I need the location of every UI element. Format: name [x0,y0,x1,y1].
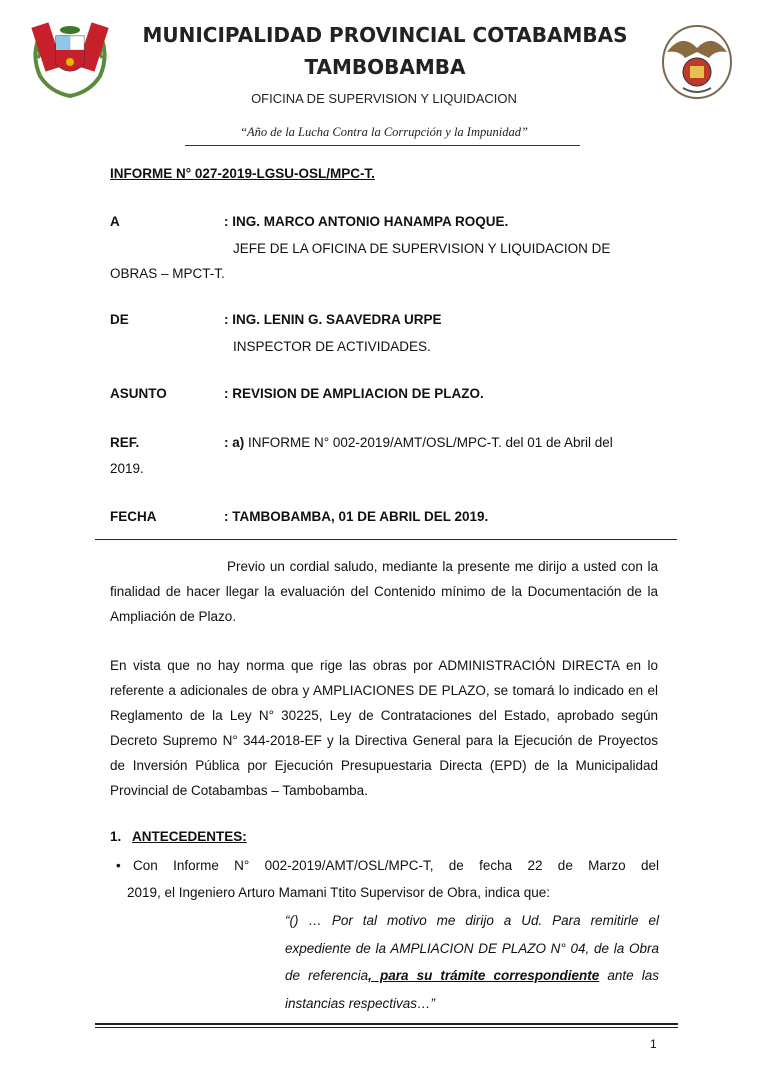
subject-value: : REVISION DE AMPLIACION DE PLAZO. [224,386,484,401]
page-number: 1 [650,1037,657,1051]
bullet-icon: • [116,858,121,873]
reference-value [224,435,613,450]
quote-text-c: ante las instancias respectivas…” [285,968,659,1011]
from-role: INSPECTOR DE ACTIVIDADES. [233,339,431,354]
institution-subtitle: TAMBOBAMBA [304,55,466,79]
section-number: 1. [110,829,122,844]
reference-text: INFORME N° 002-2019/AMT/OSL/MPC-T. del 01 de Abril del [244,435,613,450]
year-motto: “Año de la Lucha Contra la Corrupción y la Impunidad” [240,125,528,139]
bullet-line2: 2019, el Ingeniero Arturo Mamani Ttito Supervisor de Obra, indica que: [127,885,550,900]
header-divider [185,145,580,146]
to-role-line1: JEFE DE LA OFICINA DE SUPERVISION Y LIQUIDACION DE [233,241,611,256]
from-value: : ING. LENIN G. SAAVEDRA URPE [224,312,442,327]
reference-continuation: 2019. [110,461,144,476]
report-number: INFORME N° 027-2019-LGSU-OSL/MPC-T. [110,166,375,181]
office-name: OFICINA DE SUPERVISION Y LIQUIDACION [251,91,517,106]
section-title: ANTECEDENTES: [132,829,247,844]
from-label: DE [110,312,129,327]
subject-label: ASUNTO [110,386,167,401]
quote-text-emphasis: , para su trámite correspondiente [368,968,600,983]
quote-text-a: “() … Por tal motivo me dirijo a Ud. Para remitirle el expediente de la AMPLIACION DE PLAZO N° 04, de la Obra de referencia [285,913,659,983]
peru-coat-of-arms-logo [30,18,110,100]
reference-prefix: : a) [224,435,245,450]
to-label: A [110,214,120,229]
memo-divider [95,539,677,540]
footer-rule-thick [95,1023,678,1025]
reference-label: REF. [110,435,140,450]
intro-text: Previo un cordial saludo, mediante la presente me dirijo a usted con la finalidad de hacer llegar la evaluación del Contenido mínimo de la Documentación de la Ampliación de Plazo. [110,559,658,624]
intro-paragraph [110,554,658,629]
footer-rule-thin [95,1027,678,1028]
cotabambas-emblem-logo [657,22,737,100]
bullet-line1: Con Informe N° 002-2019/AMT/OSL/MPC-T, de fecha 22 de Marzo del [133,858,659,873]
to-value: : ING. MARCO ANTONIO HANAMPA ROQUE. [224,214,509,229]
date-label: FECHA [110,509,157,524]
date-value: : TAMBOBAMBA, 01 DE ABRIL DEL 2019. [224,509,489,524]
context-paragraph: En vista que no hay norma que rige las obras por ADMINISTRACIÓN DIRECTA en lo referente a adicionales de obra y AMPLIACIONES DE PLAZO, se tomará lo indicado en el Reglamento de la Ley N° 30225, Ley de Contrataciones del Estado, aprobado según Decreto Supremo N° 344-2018-EF y la Directiva General para la Ejecución de Proyectos de Inversión Pública por Ejecución Presupuestaria Directa (EPD) de la Municipalidad Provincial de Cotabambas – Tambobamba. [110,658,658,798]
quote-block [285,907,659,1017]
institution-title: MUNICIPALIDAD PROVINCIAL COTABAMBAS [142,23,628,47]
to-role-line2: OBRAS – MPCT-T. [110,266,225,281]
